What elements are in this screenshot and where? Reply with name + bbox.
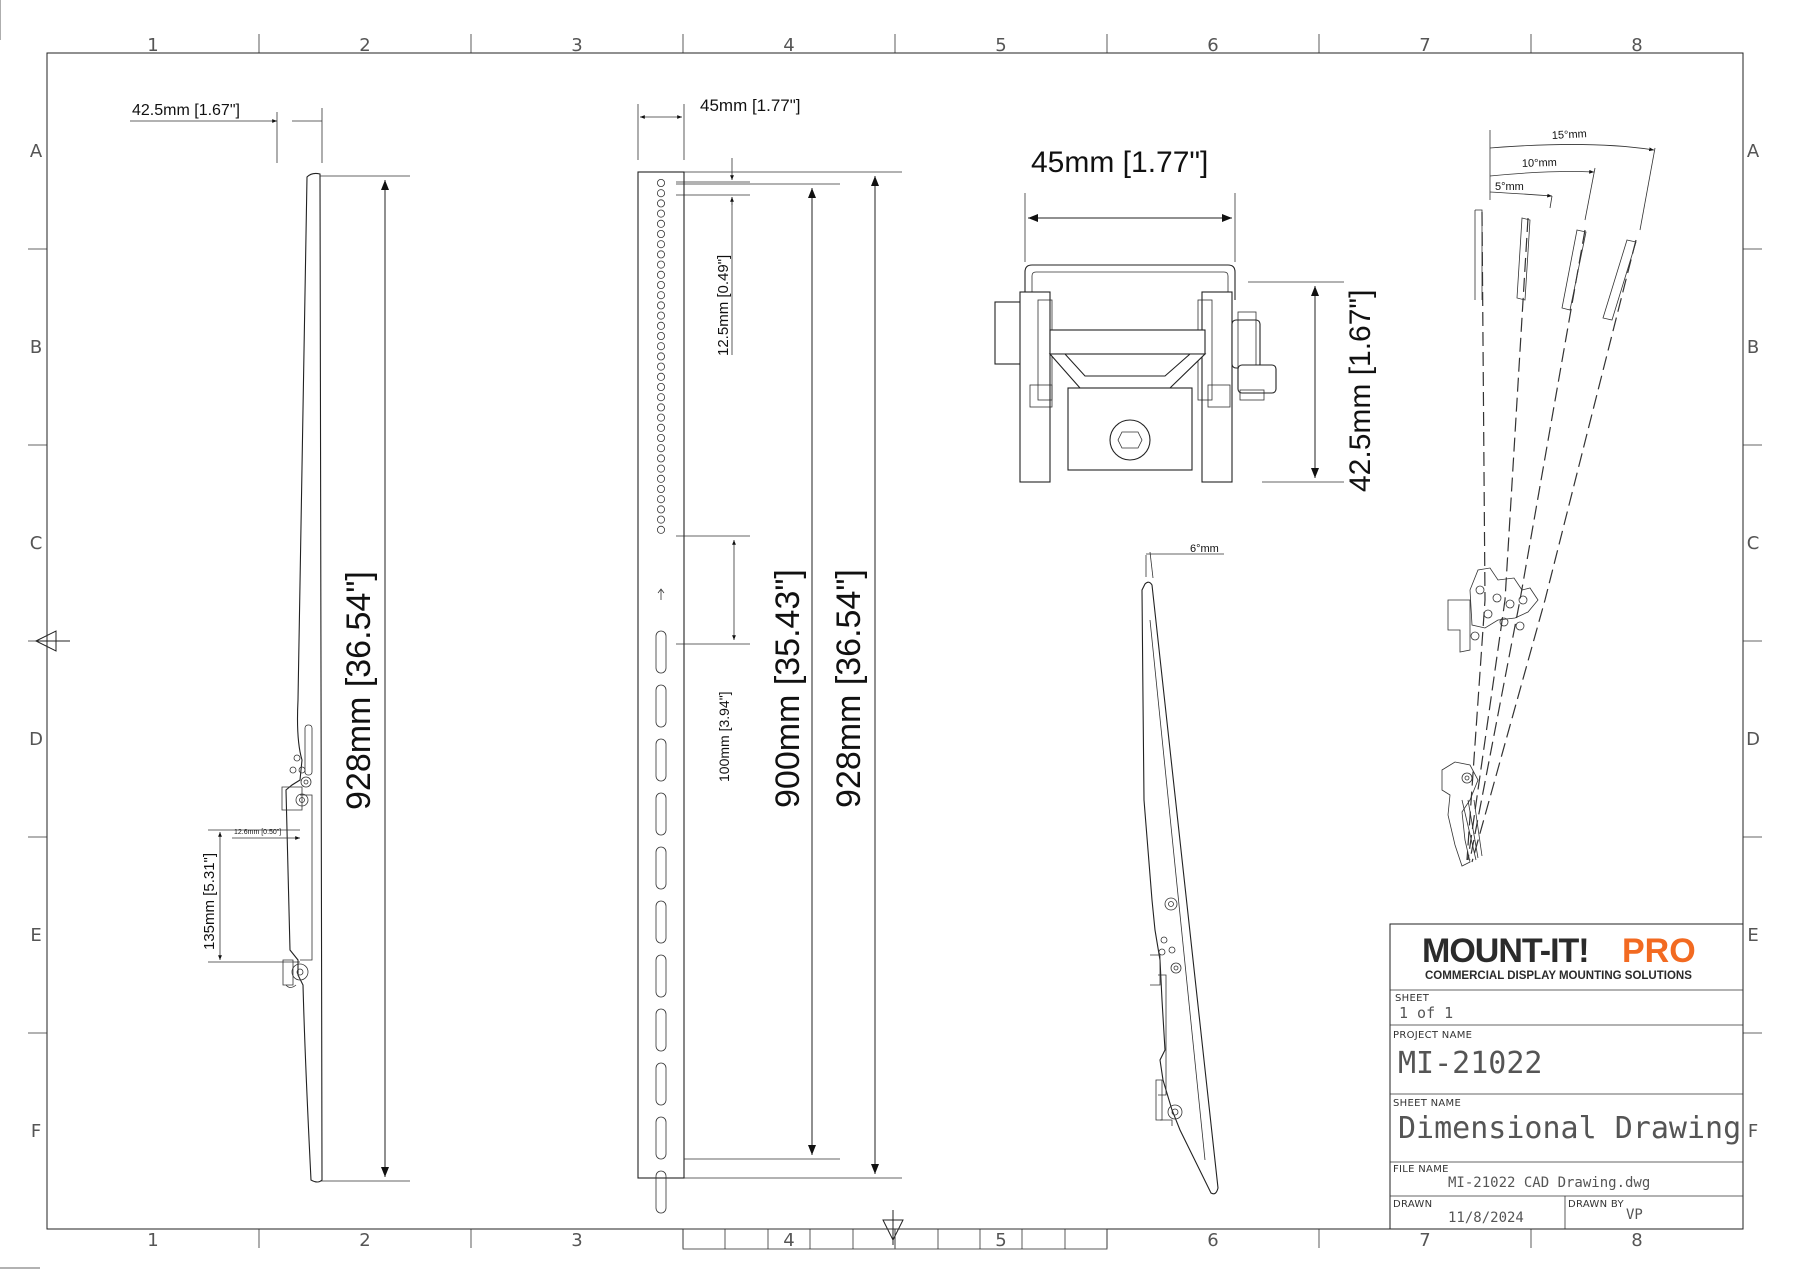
frame-row-label-left: A [29,141,43,162]
frame-column-label-bottom: 8 [1631,1230,1643,1251]
frame-row-label-right: B [1746,337,1760,358]
frame-column-label-bottom: 1 [147,1230,159,1251]
frame-column-label-top: 7 [1419,35,1431,56]
frame-row-label-left: C [29,533,43,554]
dim-tilt-5: 5°mm [1495,181,1524,193]
dim-rail-inner: 900mm [35.43"] [769,569,807,808]
frame-row-label-right: E [1747,925,1759,946]
frame-column-label-top: 3 [571,35,583,56]
frame-column-label-top: 1 [147,35,159,56]
dim-detail-width: 45mm [1.77"] [1031,146,1209,179]
frame-column-label-bottom: 5 [995,1230,1007,1251]
tilted-side-view [1142,543,1224,1194]
dim-left-lower: 135mm [5.31"] [201,852,218,950]
bracket-detail-view [995,146,1377,492]
frame-row-label-right: C [1746,533,1760,554]
frame-column-label-top: 5 [995,35,1007,56]
sheet-value: 1 of 1 [1399,1004,1454,1022]
dim-left-height: 928mm [36.54"] [340,571,378,810]
drawn-by-value: VP [1626,1207,1643,1223]
frame-column-label-top: 4 [783,35,795,56]
sheet-label: SHEET [1395,993,1430,1004]
dim-rail-hole-pitch: 12.5mm [0.49"] [715,254,732,356]
dim-rail-outer: 928mm [36.54"] [830,569,868,808]
frame-column-label-bottom: 4 [783,1230,795,1251]
scale-bar [683,1229,1107,1249]
drawn-by-label: DRAWN BY [1568,1199,1624,1210]
frame-row-label-left: F [30,1121,42,1142]
drawn-label: DRAWN [1393,1199,1433,1210]
dim-tilt-15: 15°mm [1551,128,1588,142]
dim-tilt-side: 6°mm [1190,543,1219,555]
frame-column-label-top: 8 [1631,35,1643,56]
dim-tilt-10: 10°mm [1521,156,1558,170]
title-block [1390,924,1743,1229]
frame-row-label-left: B [29,337,43,358]
dim-left-small: 12.6mm [0.50"] [234,829,282,836]
rail-front-view [638,96,902,1213]
project-label: PROJECT NAME [1393,1030,1473,1041]
dim-detail-height: 42.5mm [1.67"] [1344,289,1377,492]
frame-column-label-bottom: 7 [1419,1230,1431,1251]
logo-pro: PRO [1622,932,1696,970]
frame-row-label-left: E [30,925,42,946]
frame-column-label-bottom: 3 [571,1230,583,1251]
frame-column-label-top: 6 [1207,35,1219,56]
frame-row-label-right: F [1747,1121,1759,1142]
frame-column-label-bottom: 6 [1207,1230,1219,1251]
frame-row-label-left: D [29,729,43,750]
dim-rail-width: 45mm [1.77"] [700,96,801,115]
frame-row-label-right: A [1746,141,1760,162]
project-value: MI-21022 [1398,1046,1543,1081]
frame-row-label-right: D [1746,729,1760,750]
logo-main: MOUNT-IT! [1422,932,1589,970]
tilt-range-view [1442,128,1655,866]
logo-tagline: COMMERCIAL DISPLAY MOUNTING SOLUTIONS [1425,970,1692,982]
side-profile-view [130,102,410,1182]
file-label: FILE NAME [1393,1164,1449,1175]
frame-column-label-top: 2 [359,35,371,56]
file-value: MI-21022 CAD Drawing.dwg [1448,1175,1651,1191]
dim-rail-slot-pitch: 100mm [3.94"] [716,691,732,782]
dim-left-width: 42.5mm [1.67"] [132,102,240,119]
drawn-value: 11/8/2024 [1448,1210,1524,1226]
sheet-name-value: Dimensional Drawing [1398,1111,1742,1146]
sheet-name-label: SHEET NAME [1393,1098,1462,1109]
frame-column-label-bottom: 2 [359,1230,371,1251]
